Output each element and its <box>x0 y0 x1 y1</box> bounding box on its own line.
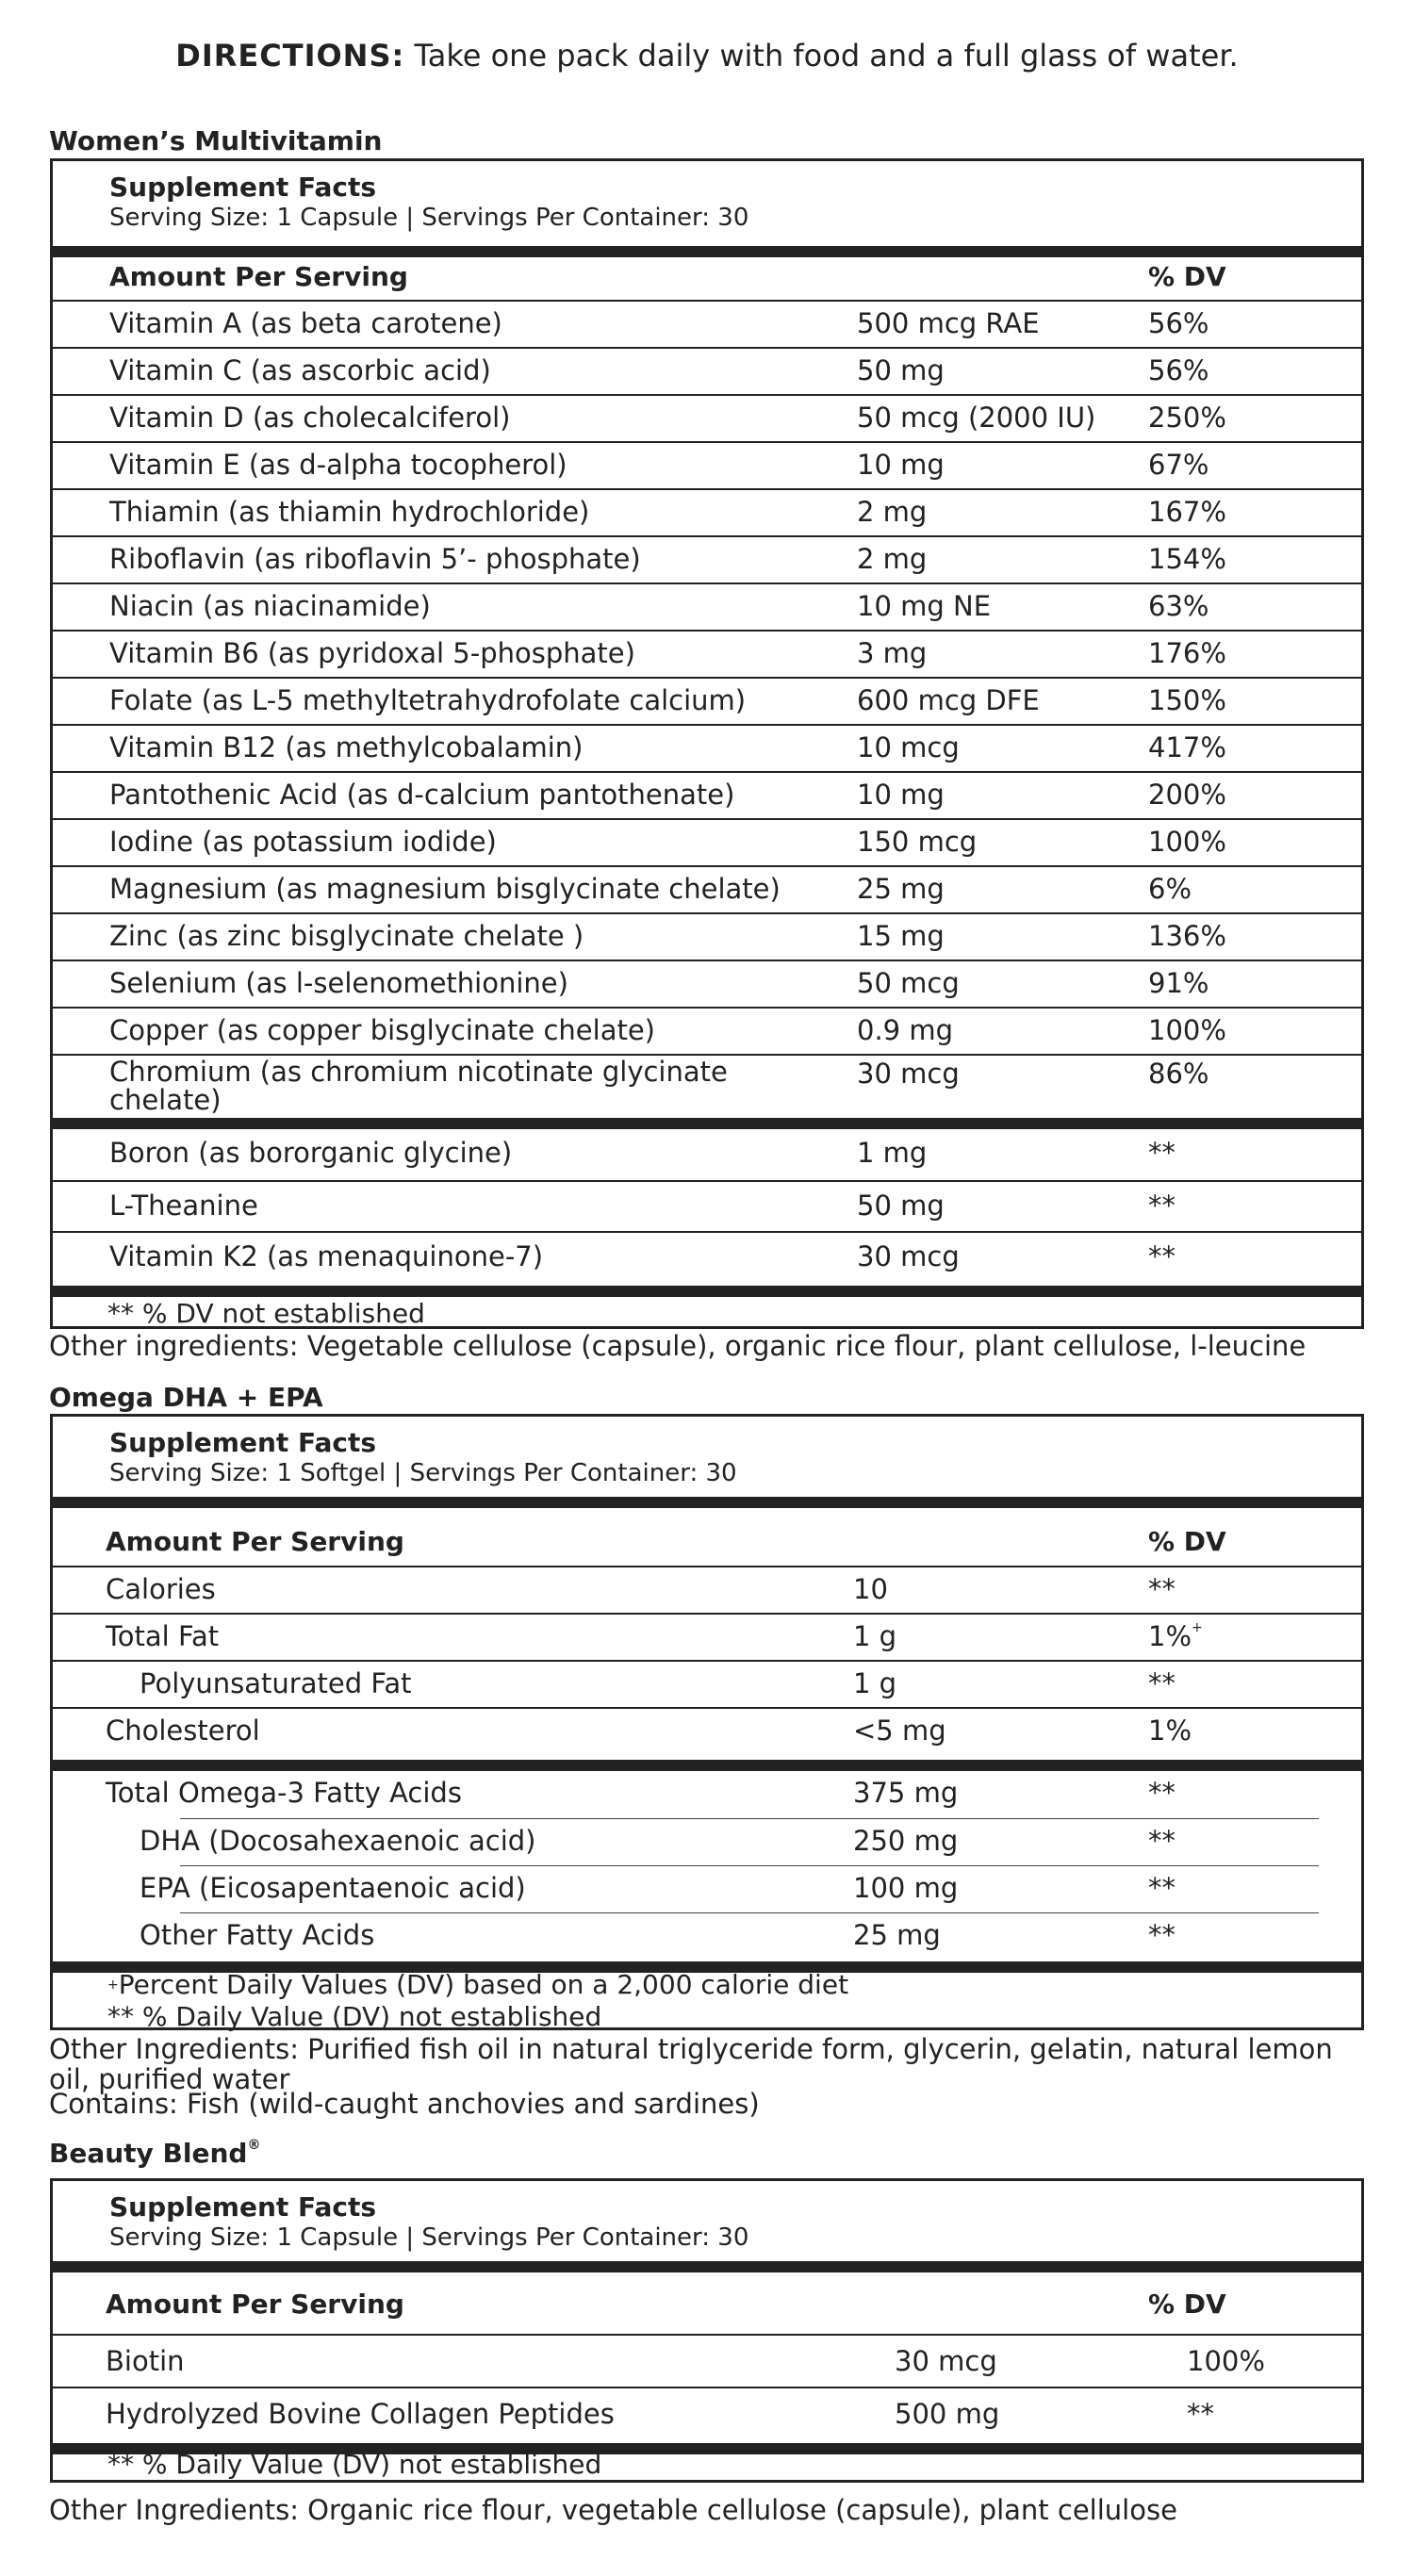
supplement-facts-multivitamin <box>50 158 1364 1329</box>
dv-header: % DV <box>1148 2289 1226 2320</box>
nutrient-dv: 100% <box>1148 826 1226 858</box>
nutrient-amount: 25 mg <box>853 1919 941 1951</box>
nutrient-dv: 100% <box>1148 1014 1226 1046</box>
directions-text: Take one pack daily with food and a full glass of water. <box>414 38 1239 74</box>
table-row <box>53 300 1361 349</box>
nutrient-name: Vitamin B6 (as pyridoxal 5-phosphate) <box>109 637 635 669</box>
table-row <box>53 1566 1361 1615</box>
nutrient-amount: 1 g <box>853 1620 897 1652</box>
nutrient-amount: 150 mcg <box>857 826 978 858</box>
facts-header <box>109 2192 748 2253</box>
table-row <box>53 1054 1361 1120</box>
nutrient-dv: 67% <box>1148 449 1209 481</box>
thick-divider <box>53 1497 1361 1508</box>
nutrient-name: Calories <box>106 1573 216 1605</box>
thick-divider <box>53 246 1361 257</box>
nutrient-dv: 136% <box>1148 920 1226 952</box>
nutrient-dv: 91% <box>1148 967 1209 999</box>
nutrient-name: Iodine (as potassium iodide) <box>109 826 497 858</box>
nutrient-dv: ** <box>1148 1667 1176 1699</box>
section-title-multivitamin: Women’s Multivitamin <box>49 125 383 156</box>
nutrient-dv: 86% <box>1148 1058 1209 1090</box>
table-row <box>53 1007 1361 1056</box>
directions-label: DIRECTIONS: <box>175 38 405 74</box>
table-row <box>53 865 1361 914</box>
table-row <box>53 1180 1361 1233</box>
nutrient-name: Other Fatty Acids <box>140 1919 375 1951</box>
nutrient-amount: 10 mg <box>857 449 945 481</box>
nutrient-name: Vitamin A (as beta carotene) <box>109 307 502 339</box>
nutrient-name: Zinc (as zinc bisglycinate chelate ) <box>109 920 584 952</box>
footnotes <box>107 1969 848 2033</box>
nutrient-name: Polyunsaturated Fat <box>140 1667 412 1699</box>
nutrient-dv: 56% <box>1148 354 1209 386</box>
table-row <box>53 771 1361 820</box>
table-row <box>53 1613 1361 1662</box>
footnote-mark: + <box>107 1977 119 1993</box>
serving-info: Serving Size: 1 Capsule | Servings Per Container: 30 <box>109 2223 749 2252</box>
table-row <box>53 1660 1361 1709</box>
nutrient-amount: 30 mcg <box>895 2345 997 2377</box>
serving-info: Serving Size: 1 Capsule | Servings Per Container: 30 <box>109 204 749 232</box>
table-row <box>53 818 1361 867</box>
thick-divider <box>53 1118 1361 1129</box>
nutrient-amount: 2 mg <box>857 543 928 575</box>
table-row <box>53 535 1361 584</box>
facts-title: Supplement Facts <box>109 172 377 203</box>
section-title-beauty-blend: Beauty Blend® <box>49 2138 261 2169</box>
footnote-dv-basis: +Percent Daily Values (DV) based on a 2,000 calorie diet <box>107 1969 849 2000</box>
dv-header: % DV <box>1148 1526 1226 1557</box>
nutrient-amount: 375 mg <box>853 1777 959 1809</box>
nutrient-amount: 15 mg <box>857 920 945 952</box>
nutrient-dv: ** <box>1148 1573 1176 1605</box>
nutrient-name: Selenium (as l-selenomethionine) <box>109 967 568 999</box>
nutrient-name: Folate (as L-5 methyltetrahydrofolate calcium) <box>109 684 747 716</box>
nutrient-amount: 0.9 mg <box>857 1014 953 1046</box>
footnote: ** % Daily Value (DV) not established <box>107 2449 602 2480</box>
nutrient-amount: 10 <box>853 1573 888 1605</box>
amount-per-serving-header: Amount Per Serving <box>106 1526 404 1557</box>
table-row <box>53 394 1361 443</box>
table-row <box>53 1771 1361 1818</box>
nutrient-name: Magnesium (as magnesium bisglycinate chelate) <box>109 873 781 905</box>
nutrient-dv: 150% <box>1148 684 1226 716</box>
thick-divider <box>53 1760 1361 1771</box>
nutrient-name: DHA (Docosahexaenoic acid) <box>140 1825 536 1857</box>
nutrient-name: L-Theanine <box>109 1190 258 1222</box>
table-row <box>53 488 1361 537</box>
nutrient-amount: 500 mcg RAE <box>857 307 1040 339</box>
table-row <box>53 677 1361 726</box>
amount-per-serving-header: Amount Per Serving <box>106 2289 404 2320</box>
nutrient-amount: 1 g <box>853 1667 897 1699</box>
nutrient-dv: ** <box>1148 1190 1176 1222</box>
other-ingredients-beauty-blend: Other Ingredients: Organic rice flour, vegetable cellulose (capsule), plant cellulose <box>49 2494 1177 2526</box>
nutrient-name: Riboflavin (as riboflavin 5’- phosphate) <box>109 543 641 575</box>
nutrient-name: Total Omega-3 Fatty Acids <box>106 1777 462 1809</box>
other-ingredients-multivitamin: Other ingredients: Vegetable cellulose (capsule), organic rice flour, plant cellulose, l-leucine <box>49 1330 1307 1362</box>
nutrient-dv: 1% <box>1148 1715 1192 1747</box>
nutrient-amount: 25 mg <box>857 873 945 905</box>
nutrient-name: Vitamin D (as cholecalciferol) <box>109 402 511 434</box>
nutrient-amount: 10 mcg <box>857 731 960 763</box>
nutrient-dv: 154% <box>1148 543 1226 575</box>
nutrient-dv: 417% <box>1148 731 1226 763</box>
nutrient-amount: 1 mg <box>857 1137 928 1169</box>
thick-divider <box>53 1286 1361 1297</box>
nutrient-name: Hydrolyzed Bovine Collagen Peptides <box>106 2398 615 2430</box>
serving-info: Serving Size: 1 Softgel | Servings Per Container: 30 <box>109 1459 737 1487</box>
facts-header <box>109 172 748 233</box>
amount-per-serving-header: Amount Per Serving <box>109 261 408 292</box>
nutrient-amount: <5 mg <box>853 1715 946 1747</box>
nutrient-dv: 200% <box>1148 779 1226 811</box>
nutrient-name: Total Fat <box>106 1620 220 1652</box>
nutrient-name: Biotin <box>106 2345 185 2377</box>
nutrient-dv: ** <box>1148 1240 1176 1272</box>
nutrient-amount: 500 mg <box>895 2398 1000 2430</box>
nutrient-name: Vitamin E (as d-alpha tocopherol) <box>109 449 567 481</box>
nutrient-dv: 167% <box>1148 496 1226 528</box>
nutrient-dv: 250% <box>1148 402 1226 434</box>
table-row <box>140 1912 1319 1961</box>
nutrient-amount: 10 mg NE <box>857 590 992 622</box>
dv-mark: + <box>1192 1620 1203 1635</box>
nutrient-dv: ** <box>1187 2398 1214 2430</box>
nutrient-name: EPA (Eicosapentaenoic acid) <box>140 1872 526 1904</box>
section-title-omega: Omega DHA + EPA <box>49 1382 323 1413</box>
nutrient-dv: 63% <box>1148 590 1209 622</box>
table-row <box>53 1231 1361 1288</box>
nutrient-amount: 30 mcg <box>857 1240 960 1272</box>
table-row <box>140 1865 1319 1913</box>
table-row <box>140 1818 1319 1866</box>
nutrient-name: Chromium (as chromium nicotinate glycinate chelate) <box>109 1056 728 1116</box>
directions <box>0 38 1414 74</box>
contains-allergen: Contains: Fish (wild-caught anchovies and sardines) <box>49 2088 760 2120</box>
registered-mark: ® <box>247 2138 261 2153</box>
nutrient-amount: 250 mg <box>853 1825 959 1857</box>
table-row <box>53 724 1361 773</box>
nutrient-amount: 30 mcg <box>857 1058 960 1090</box>
nutrient-name: Copper (as copper bisglycinate chelate) <box>109 1014 655 1046</box>
nutrient-name: Vitamin K2 (as menaquinone-7) <box>109 1240 544 1272</box>
nutrient-dv: 100% <box>1187 2345 1265 2377</box>
nutrient-dv: ** <box>1148 1919 1176 1951</box>
nutrient-dv: ** <box>1148 1825 1176 1857</box>
dv-header: % DV <box>1148 261 1226 292</box>
nutrient-dv: 6% <box>1148 873 1192 905</box>
table-row <box>53 2387 1361 2441</box>
nutrient-amount: 2 mg <box>857 496 928 528</box>
table-row <box>53 441 1361 490</box>
nutrient-dv: 176% <box>1148 637 1226 669</box>
table-row <box>53 1129 1361 1180</box>
nutrient-amount: 50 mg <box>857 354 945 386</box>
other-ingredients-omega: Other Ingredients: Purified fish oil in natural triglyceride form, glycerin, gelatin, natural lemon oil, purified water <box>49 2033 1333 2095</box>
nutrient-dv: ** <box>1148 1872 1176 1904</box>
nutrient-name: Vitamin B12 (as methylcobalamin) <box>109 731 584 763</box>
nutrient-amount: 600 mcg DFE <box>857 684 1040 716</box>
nutrient-amount: 50 mg <box>857 1190 945 1222</box>
facts-title: Supplement Facts <box>109 2191 377 2223</box>
nutrient-amount: 50 mcg <box>857 967 960 999</box>
footnote: ** % DV not established <box>107 1298 425 1329</box>
table-row <box>53 2334 1361 2388</box>
table-row <box>53 1707 1361 1756</box>
thick-divider <box>53 2261 1361 2272</box>
nutrient-dv: 56% <box>1148 307 1209 339</box>
nutrient-amount: 50 mcg (2000 IU) <box>857 402 1096 434</box>
supplement-facts-beauty-blend <box>50 2178 1364 2483</box>
nutrient-dv: ** <box>1148 1137 1176 1169</box>
nutrient-name: Thiamin (as thiamin hydrochloride) <box>109 496 590 528</box>
table-row <box>53 960 1361 1009</box>
nutrient-name: Cholesterol <box>106 1715 260 1747</box>
table-row <box>53 582 1361 632</box>
nutrient-name: Boron (as bororganic glycine) <box>109 1137 513 1169</box>
footnote-not-established: ** % Daily Value (DV) not established <box>107 2001 602 2032</box>
table-row <box>53 630 1361 679</box>
table-row <box>53 912 1361 961</box>
table-row <box>53 347 1361 396</box>
nutrient-name: Vitamin C (as ascorbic acid) <box>109 354 491 386</box>
nutrient-amount: 3 mg <box>857 637 928 669</box>
nutrient-name: Pantothenic Acid (as d-calcium pantothenate) <box>109 779 735 811</box>
nutrient-amount: 10 mg <box>857 779 945 811</box>
facts-header <box>109 1428 737 1488</box>
nutrient-amount: 100 mg <box>853 1872 959 1904</box>
nutrient-dv: ** <box>1148 1777 1176 1809</box>
supplement-facts-omega <box>50 1414 1364 2030</box>
facts-title: Supplement Facts <box>109 1427 377 1458</box>
nutrient-name: Niacin (as niacinamide) <box>109 590 431 622</box>
nutrient-dv: 1%+ <box>1148 1620 1203 1652</box>
